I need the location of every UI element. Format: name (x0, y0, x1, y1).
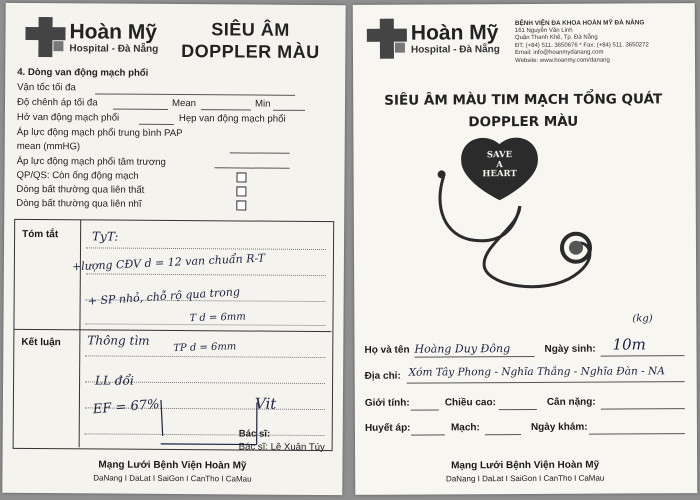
pda-checkbox[interactable] (236, 172, 246, 182)
network-title: Mạng Lưới Bệnh Viện Hoàn Mỹ (451, 459, 600, 472)
name-line (415, 356, 535, 358)
gender-label: Giới tính: (364, 397, 410, 409)
velocity-label: Vận tốc tối đa (17, 81, 76, 94)
handwritten-conclusion-4: EF = 67% (92, 397, 160, 418)
pap-line (230, 152, 290, 153)
hospital-logo (25, 17, 158, 58)
label-column (13, 219, 82, 447)
bp-line (411, 434, 445, 435)
network-cities: DaNang I DaLat I SaiGon I CanTho I CaMau (446, 473, 605, 484)
doctor-signature: Vit (254, 394, 277, 413)
diastolic-line (215, 167, 290, 169)
min-line (273, 110, 305, 111)
phone: ĐT: (+84) 511. 3650676 * Fax: (+84) 511. 3650272 (514, 41, 649, 49)
asd-label: Dòng bất thường qua liên nhĩ (16, 197, 142, 210)
brand-sub: Hospital - Đà Nẵng (69, 42, 159, 55)
doctor-name: Bác sĩ: Lê Xuân Túy (238, 441, 325, 454)
vsd-checkbox[interactable] (236, 186, 246, 196)
page-title (175, 18, 325, 63)
dob-line (601, 355, 685, 356)
min-label: Min (254, 98, 271, 110)
pda-label: QP/QS: Còn ống động mạch (16, 169, 139, 182)
handwritten-weight-note: (kg) (632, 313, 653, 325)
email: Email: info@hoanmydanang.com (514, 49, 604, 57)
network-title: Mạng Lưới Bệnh Viện Hoàn Mỹ (98, 459, 247, 472)
network-cities: DaNang I DaLat I SaiGon I CanTho I CaMau (93, 473, 252, 484)
hospital-info (515, 19, 649, 65)
handwritten-summary-1: TyT: (92, 229, 119, 244)
hospital-name: BỆNH VIỆN ĐA KHOA HOÀN MỸ ĐÀ NẴNG (514, 19, 645, 28)
mean-line (201, 109, 251, 110)
gender-line (411, 409, 439, 410)
cross-icon (25, 17, 65, 57)
height-label: Chiều cao: (444, 397, 496, 409)
section-heading: 4. Dòng van động mạch phổi (17, 66, 149, 79)
brand-sub: Hospital - Đà Nẵng (410, 43, 500, 56)
mean-label: Mean (171, 97, 197, 110)
handwritten-summary-3: + SP nhỏ, chỗ rộ qua trong (87, 285, 241, 308)
pap-label-2: mean (mmHG) (16, 140, 81, 153)
title-line-1: SIÊU ÂM (211, 19, 290, 40)
brand-name: Hoàn Mỹ (69, 19, 158, 44)
doctor-label: Bác sĩ: (238, 428, 271, 440)
heart-text-2: A (496, 159, 503, 170)
handwritten-conclusion-3: LL đổi (95, 373, 134, 388)
exam-date-line (589, 433, 685, 435)
cross-icon (367, 19, 407, 59)
stethoscope-heart-illustration (423, 135, 634, 306)
pulse-line (485, 434, 521, 435)
conclusion-label: Kết luận (21, 336, 61, 349)
heart-text (477, 151, 521, 180)
heart-text-1: SAVE (486, 150, 513, 161)
velocity-line (95, 93, 295, 95)
address-line-1: 161 Nguyễn Văn Linh (514, 27, 573, 34)
left-page (2, 3, 345, 495)
handwritten-conclusion-1: Thông tìm (87, 333, 150, 348)
pap-label-1: Áp lực động mạch phổi trung bình PAP (16, 126, 183, 140)
gradient-line (113, 109, 168, 110)
handwritten-dob: 10m (612, 335, 646, 354)
handwritten-summary-4: T d = 6mm (189, 311, 246, 325)
summary-label: Tóm tắt (22, 228, 59, 241)
brand-name: Hoàn Mỹ (410, 20, 499, 45)
heart-text-3: HEART (482, 169, 517, 180)
exam-date-label: Ngày khám: (530, 421, 588, 433)
gradient-label: Độ chênh áp tối đa (16, 96, 98, 109)
page-title: SIÊU ÂM MÀU TIM MẠCH TỔNG QUÁT (384, 91, 663, 109)
dob-label: Ngày sinh: (544, 343, 596, 355)
pulse-label: Mạch: (450, 422, 480, 434)
title-line-2: DOPPLER MÀU (181, 41, 320, 63)
vsd-label: Dòng bất thường qua liên thất (16, 183, 145, 196)
right-page (353, 3, 698, 495)
page-subtitle: DOPPLER MÀU (468, 113, 579, 131)
address-label: Địa chỉ: (364, 370, 401, 382)
diastolic-label: Áp lực động mạch phổi tâm trương (16, 155, 166, 168)
pulm-stenosis-label: Hẹp van động mạch phổi (178, 113, 286, 125)
pulm-regurg-label: Hở van động mạch phổi (16, 111, 120, 124)
hospital-logo (367, 18, 500, 59)
bp-label: Huyết áp: (364, 422, 411, 434)
pulm-regurg-line (139, 124, 174, 125)
handwritten-address: Xóm Tây Phong - Nghĩa Thắng - Nghĩa Đàn - NA (408, 365, 665, 379)
handwritten-name: Hoàng Duy Đông (414, 342, 511, 356)
height-line (499, 409, 537, 410)
asd-checkbox[interactable] (236, 200, 246, 210)
weight-label: Cân nặng: (546, 396, 596, 408)
website: Website: www.hoanmy.com/danang (514, 57, 610, 64)
name-label: Họ và tên (364, 344, 410, 356)
weight-line (601, 408, 685, 409)
address-line-2: Quận Thanh Khê, Tp. Đà Nẵng (514, 34, 598, 42)
address-line (407, 381, 685, 383)
handwritten-summary-2: +lượng CÐV d = 12 van chuẩn R-T (71, 251, 266, 274)
handwritten-conclusion-2: TP d = 6mm (173, 341, 237, 355)
